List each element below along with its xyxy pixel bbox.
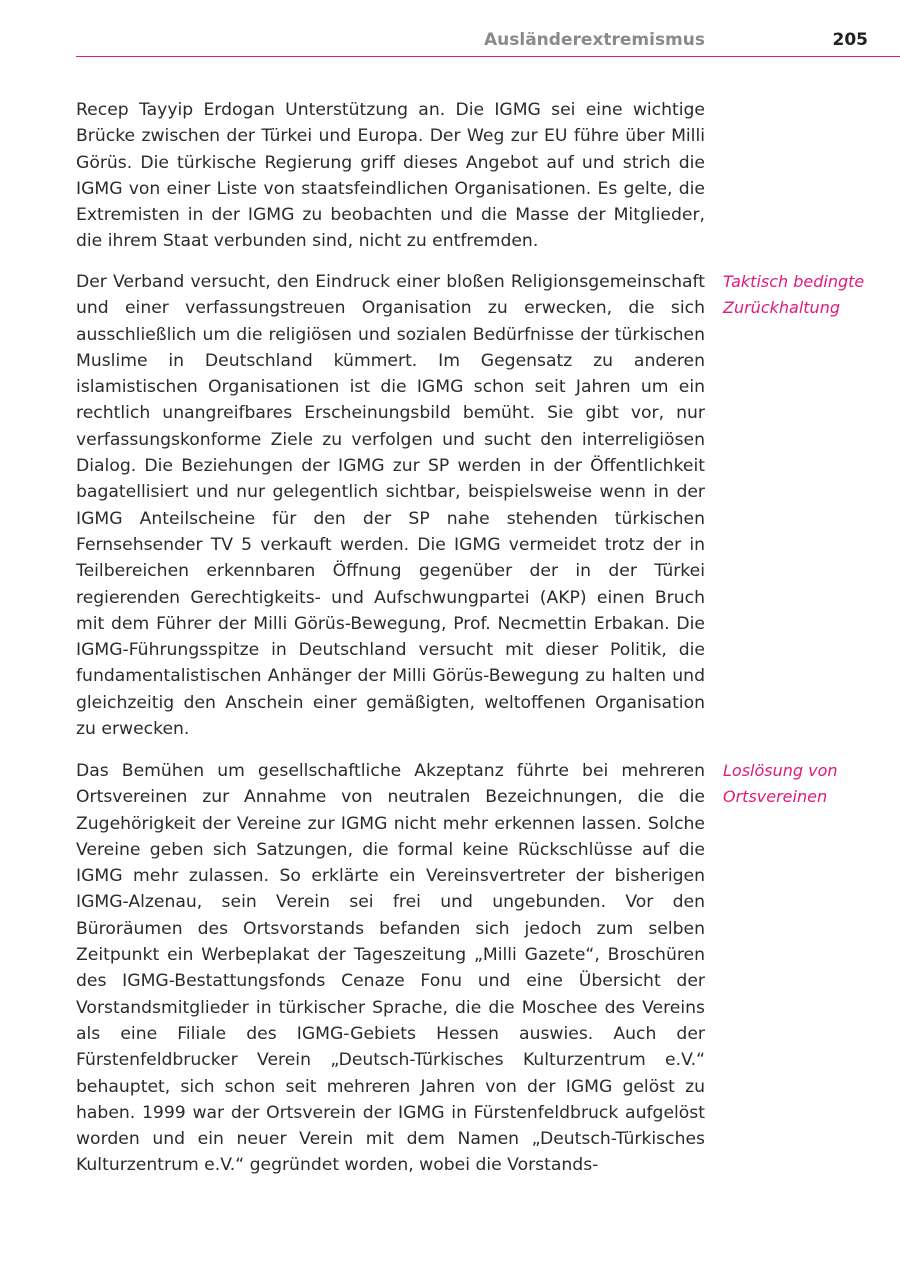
page-number: 205 <box>832 30 868 50</box>
margin-note-separation <box>723 758 893 811</box>
margin-note-line: Loslösung von <box>723 761 838 780</box>
body-paragraph-2: Der Verband versucht, den Eindruck einer bloßen Religionsgemeinschaft und einer verfassungstreuen Organisation zu erwecken, die sich ausschließlich um die religiösen und sozialen Bedürfnisse der türkischen Muslime in Deutschland kümmert. Im Gegensatz zu anderen islamistischen Organisationen ist die IGMG schon seit Jahren um ein rechtlich unangreifbares Erscheinungsbild bemüht. Sie gibt vor, nur verfassungskonforme Ziele zu verfolgen und sucht den interreligiösen Dialog. Die Beziehungen der IGMG zur SP werden in der Öffentlichkeit bagatellisiert und nur gelegentlich sichtbar, beispielsweise wenn in der IGMG Anteilscheine für den der SP nahe stehenden türkischen Fernsehsender TV 5 verkauft werden. Die IGMG vermeidet trotz der in Teilbereichen erkennbaren Öffnung gegenüber der in der Türkei regierenden Gerechtigkeits- und Aufschwungpartei (AKP) einen Bruch mit dem Führer der Milli Görüs-Bewegung, Prof. Necmettin Erbakan. Die IGMG-Führungsspitze in Deutschland versucht mit dieser Politik, die fundamentalistischen Anhänger der Milli Görüs-Bewegung zu halten und gleichzeitig den Anschein einer gemäßigten, weltoffenen Organisation zu erwecken. <box>76 272 705 740</box>
margin-note-line: Ortsvereinen <box>723 787 828 807</box>
margin-note-tactical-restraint <box>723 269 893 322</box>
body-paragraph-3: Das Bemühen um gesellschaftliche Akzeptanz führte bei mehreren Ortsvereinen zur Annahme von neutralen Bezeichnungen, die die Zugehörigkeit der Vereine zur IGMG nicht mehr erkennen lassen. Solche Vereine geben sich Satzungen, die formal keine Rückschlüsse auf die IGMG mehr zulassen. So erklärte ein Vereinsvertreter der bisherigen IGMG-Alzenau, sein Verein sei frei und ungebunden. Vor den Büroräumen des Ortsvorstands befanden sich jedoch zum selben Zeitpunkt ein Werbeplakat der Tageszeitung „Milli Gazete“, Broschüren des IGMG-Bestattungsfonds Cenaze Fonu und eine Übersicht der Vorstandsmitglieder in türkischer Sprache, die die Moschee des Vereins als eine Filiale des IGMG-Gebiets Hessen auswies. Auch der Fürstenfeldbrucker Verein „Deutsch-Türkisches Kulturzentrum e.V.“ behauptet, sich schon seit mehreren Jahren von der IGMG gelöst zu haben. 1999 war der Ortsverein der IGMG in Fürstenfeldbruck aufgelöst worden und ein neuer Verein mit dem Namen „Deutsch-Türkisches Kulturzentrum e.V.“ gegründet worden, wobei die Vorstands- <box>76 761 705 1176</box>
chapter-title: Ausländerextremismus <box>484 30 705 50</box>
margin-note-line: Zurückhaltung <box>723 298 840 318</box>
header-divider <box>76 56 900 57</box>
body-paragraph-1: Recep Tayyip Erdogan Unterstützung an. Die IGMG sei eine wichtige Brücke zwischen der Türkei und Europa. Der Weg zur EU führe über Milli Görüs. Die türkische Regierung griff dieses Angebot auf und strich die IGMG von einer Liste von staatsfeindlichen Organisationen. Es gelte, die Extremisten in der IGMG zu beobachten und die Masse der Mitglieder, die ihrem Staat verbunden sind, nicht zu entfremden. <box>76 100 705 252</box>
margin-note-line: Taktisch bedingte <box>723 272 865 291</box>
running-header <box>76 28 900 56</box>
